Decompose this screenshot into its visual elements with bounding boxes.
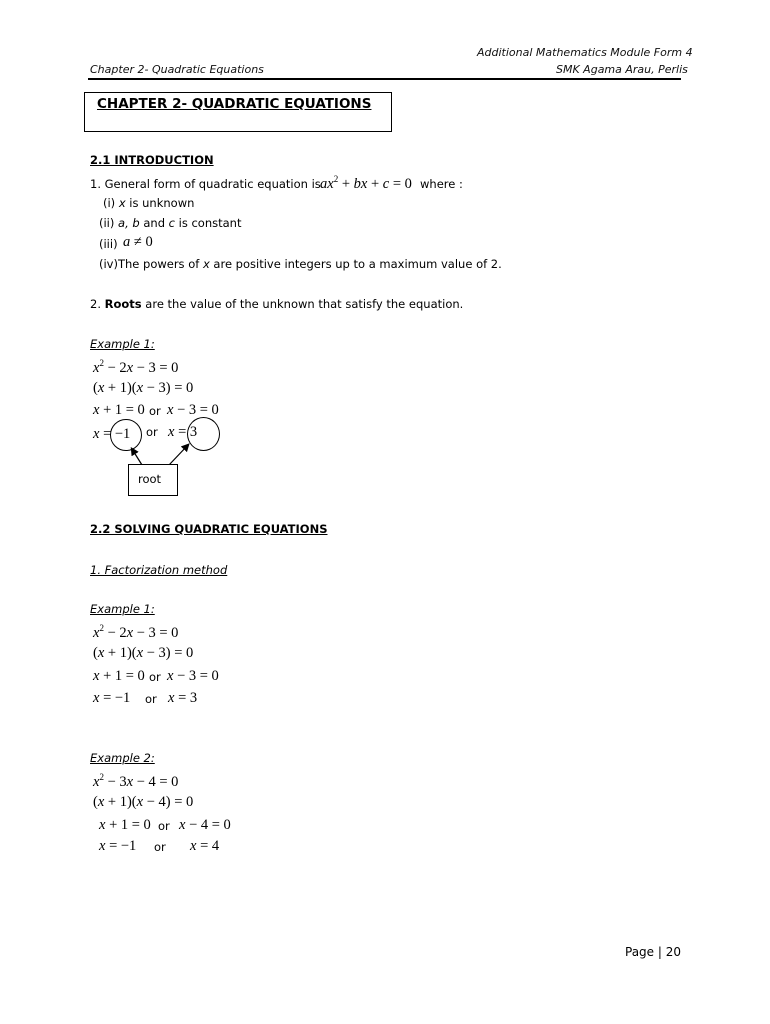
ex2-eq-3a: x + 1 = 0	[99, 817, 151, 833]
running-chapter: Chapter 2- Quadratic Equations	[90, 63, 264, 76]
page-label: Page	[625, 945, 655, 959]
example-1-label: Example 1:	[90, 602, 155, 616]
intro-eq-4a: x = −1	[93, 426, 131, 442]
condition-i: (i) x is unknown	[103, 196, 195, 210]
intro-eq-3a: x + 1 = 0	[93, 402, 145, 418]
page-footer	[625, 945, 681, 959]
example-2-label: Example 2:	[90, 751, 155, 765]
condition-ii-text: is constant	[178, 216, 242, 230]
school-name: SMK Agama Arau, Perlis	[556, 63, 688, 76]
condition-ii-and: and	[143, 216, 165, 230]
ex1-or-2: or	[145, 692, 157, 706]
intro-eq-3b: x − 3 = 0	[167, 402, 219, 418]
ex2-eq-1: $x^2 - 3x - 4 = 0$	[93, 772, 179, 790]
header-rule	[88, 78, 681, 80]
intro-eq-1: $x^2 - 2x - 3 = 0$	[93, 358, 179, 376]
condition-iv: (iv)The powers of x are positive integers up to a maximum value of 2.	[99, 257, 502, 271]
chapter-title: CHAPTER 2- QUADRATIC EQUATIONS	[97, 96, 372, 112]
ex2-eq-4a: x = −1	[99, 838, 137, 854]
arrow-to-right-root	[169, 445, 188, 465]
condition-iv-text: are positive integers up to a maximum value of 2.	[213, 257, 502, 271]
page-separator: |	[657, 945, 662, 959]
ex2-eq-2: (x + 1)(x − 4) = 0	[93, 794, 194, 810]
ex1-eq-4a: x = −1	[93, 690, 131, 706]
root-label: root	[138, 472, 162, 486]
page-number: 20	[665, 945, 682, 959]
ex2-or-2: or	[154, 840, 166, 854]
intro-eq-2: (x + 1)(x − 3) = 0	[93, 380, 194, 396]
ex2-or-1: or	[158, 819, 170, 833]
section-heading-intro: 2.1 INTRODUCTION	[90, 153, 214, 167]
condition-ii-label: (ii)	[99, 216, 115, 230]
roots-definition	[90, 297, 463, 311]
roots-term: Roots	[104, 297, 142, 311]
condition-i-text: is unknown	[129, 196, 195, 210]
roots-text: are the value of the unknown that satisfy the equation.	[145, 297, 464, 311]
factorization-heading: 1. Factorization method	[90, 563, 228, 577]
ex2-eq-3b: x − 4 = 0	[179, 817, 231, 833]
condition-i-label: (i)	[103, 196, 116, 210]
condition-iii-equation: a ≠ 0	[123, 234, 153, 250]
condition-ii: (ii) a, b and c is constant	[99, 216, 242, 230]
ex1-eq-2: (x + 1)(x − 3) = 0	[93, 645, 194, 661]
general-form-suffix: where :	[420, 177, 463, 191]
ex1-or-1: or	[149, 670, 161, 684]
ex1-eq-3a: x + 1 = 0	[93, 668, 145, 684]
intro-example-label: Example 1:	[90, 337, 155, 351]
condition-iii	[99, 237, 118, 251]
section-heading-solving: 2.2 SOLVING QUADRATIC EQUATIONS	[90, 522, 328, 536]
module-title: Additional Mathematics Module Form 4	[477, 46, 693, 59]
general-form-prefix: 1. General form of quadratic equation is	[90, 177, 321, 191]
condition-iii-label: (iii)	[99, 237, 118, 251]
ex1-eq-1: $x^2 - 2x - 3 = 0$	[93, 623, 179, 641]
roots-number: 2.	[90, 297, 101, 311]
intro-or-1: or	[149, 404, 161, 418]
general-form-line	[90, 177, 321, 191]
ex2-eq-4b: x = 4	[190, 838, 220, 854]
condition-iv-label: (iv)The powers of	[99, 257, 200, 271]
arrow-to-left-root	[132, 449, 142, 465]
ex1-eq-3b: x − 3 = 0	[167, 668, 219, 684]
intro-eq-4b: x = 3	[168, 424, 198, 440]
ex1-eq-4b: x = 3	[168, 690, 198, 706]
general-form-equation: $ax^2$ + bx + c = 0	[320, 174, 412, 192]
intro-or-2: or	[146, 425, 158, 439]
